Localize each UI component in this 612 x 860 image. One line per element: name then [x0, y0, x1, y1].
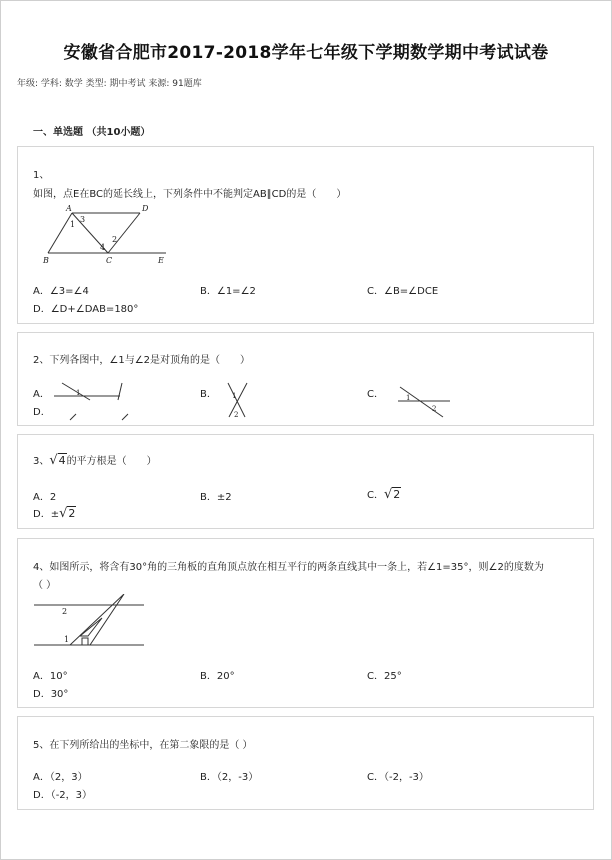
fig1-label-2: 2	[112, 235, 118, 244]
question-1-option-d[interactable]: D．∠D+∠DAB=180°	[33, 304, 139, 315]
question-1-figure	[38, 205, 188, 265]
question-3-text	[33, 452, 157, 468]
question-card-5	[17, 716, 594, 810]
question-3-option-c-radicand: 2	[393, 488, 401, 501]
fig1-label-3: 3	[80, 215, 86, 224]
question-2-figure-a	[50, 379, 130, 401]
question-card-1	[17, 146, 594, 324]
fig1-label-c: C	[106, 256, 113, 265]
question-3-option-b[interactable]: B．±2	[200, 492, 232, 503]
fig2a-label-1: 1	[76, 389, 81, 397]
question-5-option-a[interactable]: A．（2，3）	[33, 772, 88, 783]
question-card-4	[17, 538, 594, 708]
fig2b-label-1: 1	[232, 392, 237, 400]
question-card-2	[17, 332, 594, 426]
section-title: 一、单选题 （共10小题）	[33, 127, 151, 138]
fig4-label-2: 2	[62, 607, 68, 616]
question-3-radicand: 4	[58, 454, 66, 467]
fig4-label-1: 1	[64, 635, 70, 644]
question-2-option-c[interactable]: C．	[367, 389, 384, 400]
question-5-option-b[interactable]: B．（2，-3）	[200, 772, 259, 783]
question-4-option-b[interactable]: B．20°	[200, 671, 235, 682]
question-1-text: 如图，点E在BC的延长线上，下列条件中不能判定AB∥CD的是（ ）	[33, 189, 347, 200]
question-3-suffix: 的平方根是（ ）	[66, 456, 157, 467]
page-title: 安徽省合肥市2017-2018学年七年级下学期数学期中考试试卷	[63, 43, 549, 63]
question-5-option-c[interactable]: C．（-2，-3）	[367, 772, 429, 783]
question-4-option-d[interactable]: D．30°	[33, 689, 69, 700]
question-4-figure	[32, 594, 152, 650]
question-2-figure-d	[58, 408, 138, 422]
question-3-sqrt: √4	[49, 453, 66, 468]
question-2-text: 2、下列各图中，∠1与∠2是对顶角的是（ ）	[33, 355, 251, 366]
question-2-option-a[interactable]: A．	[33, 389, 50, 400]
fig1-label-d: D	[142, 205, 149, 213]
question-4-text-line1: 4、如图所示，将含有30°角的三角板的直角顶点放在相互平行的两条直线其中一条上，若∠1=35°，则∠2的度数为	[33, 562, 544, 573]
question-1-option-a[interactable]: A．∠3=∠4	[33, 286, 89, 297]
fig2c-label-1: 1	[406, 394, 411, 402]
question-1-option-c[interactable]: C．∠B=∠DCE	[367, 286, 439, 297]
question-5-option-d[interactable]: D．（-2，3）	[33, 790, 93, 801]
question-3-option-c-label: C．	[367, 490, 384, 501]
fig1-label-4: 4	[100, 243, 106, 252]
question-3-prefix: 3、	[33, 456, 50, 467]
question-3-option-d-sqrt: √2	[59, 506, 76, 521]
question-4-option-c[interactable]: C．25°	[367, 671, 402, 682]
question-3-option-c-sqrt: √2	[383, 487, 401, 502]
fig1-label-e: E	[158, 256, 164, 265]
question-2-option-d[interactable]: D．	[33, 407, 51, 418]
question-2-figure-c	[388, 379, 458, 419]
fig1-label-1: 1	[70, 220, 76, 229]
question-3-option-c[interactable]	[367, 486, 401, 502]
question-1-number: 1、	[33, 170, 50, 181]
fig1-label-b: B	[43, 256, 49, 265]
question-3-option-d[interactable]	[33, 505, 76, 521]
question-card-3	[17, 434, 594, 529]
question-2-figure-b	[223, 379, 253, 419]
fig1-label-a: A	[66, 205, 72, 213]
question-1-option-b[interactable]: B．∠1=∠2	[200, 286, 256, 297]
fig2b-label-2: 2	[234, 411, 239, 419]
question-3-option-a[interactable]: A．2	[33, 492, 57, 503]
question-3-option-d-label: D．±	[33, 509, 60, 520]
question-3-option-d-radicand: 2	[68, 507, 76, 520]
question-4-text-line2: （ ）	[33, 580, 57, 591]
fig2c-label-2: 2	[432, 405, 437, 413]
question-2-option-b[interactable]: B．	[200, 389, 217, 400]
question-4-option-a[interactable]: A．10°	[33, 671, 68, 682]
exam-meta: 年级: 学科: 数学 类型: 期中考试 来源: 91题库	[17, 79, 202, 89]
question-5-text: 5、在下列所给出的坐标中，在第二象限的是（ ）	[33, 740, 253, 751]
